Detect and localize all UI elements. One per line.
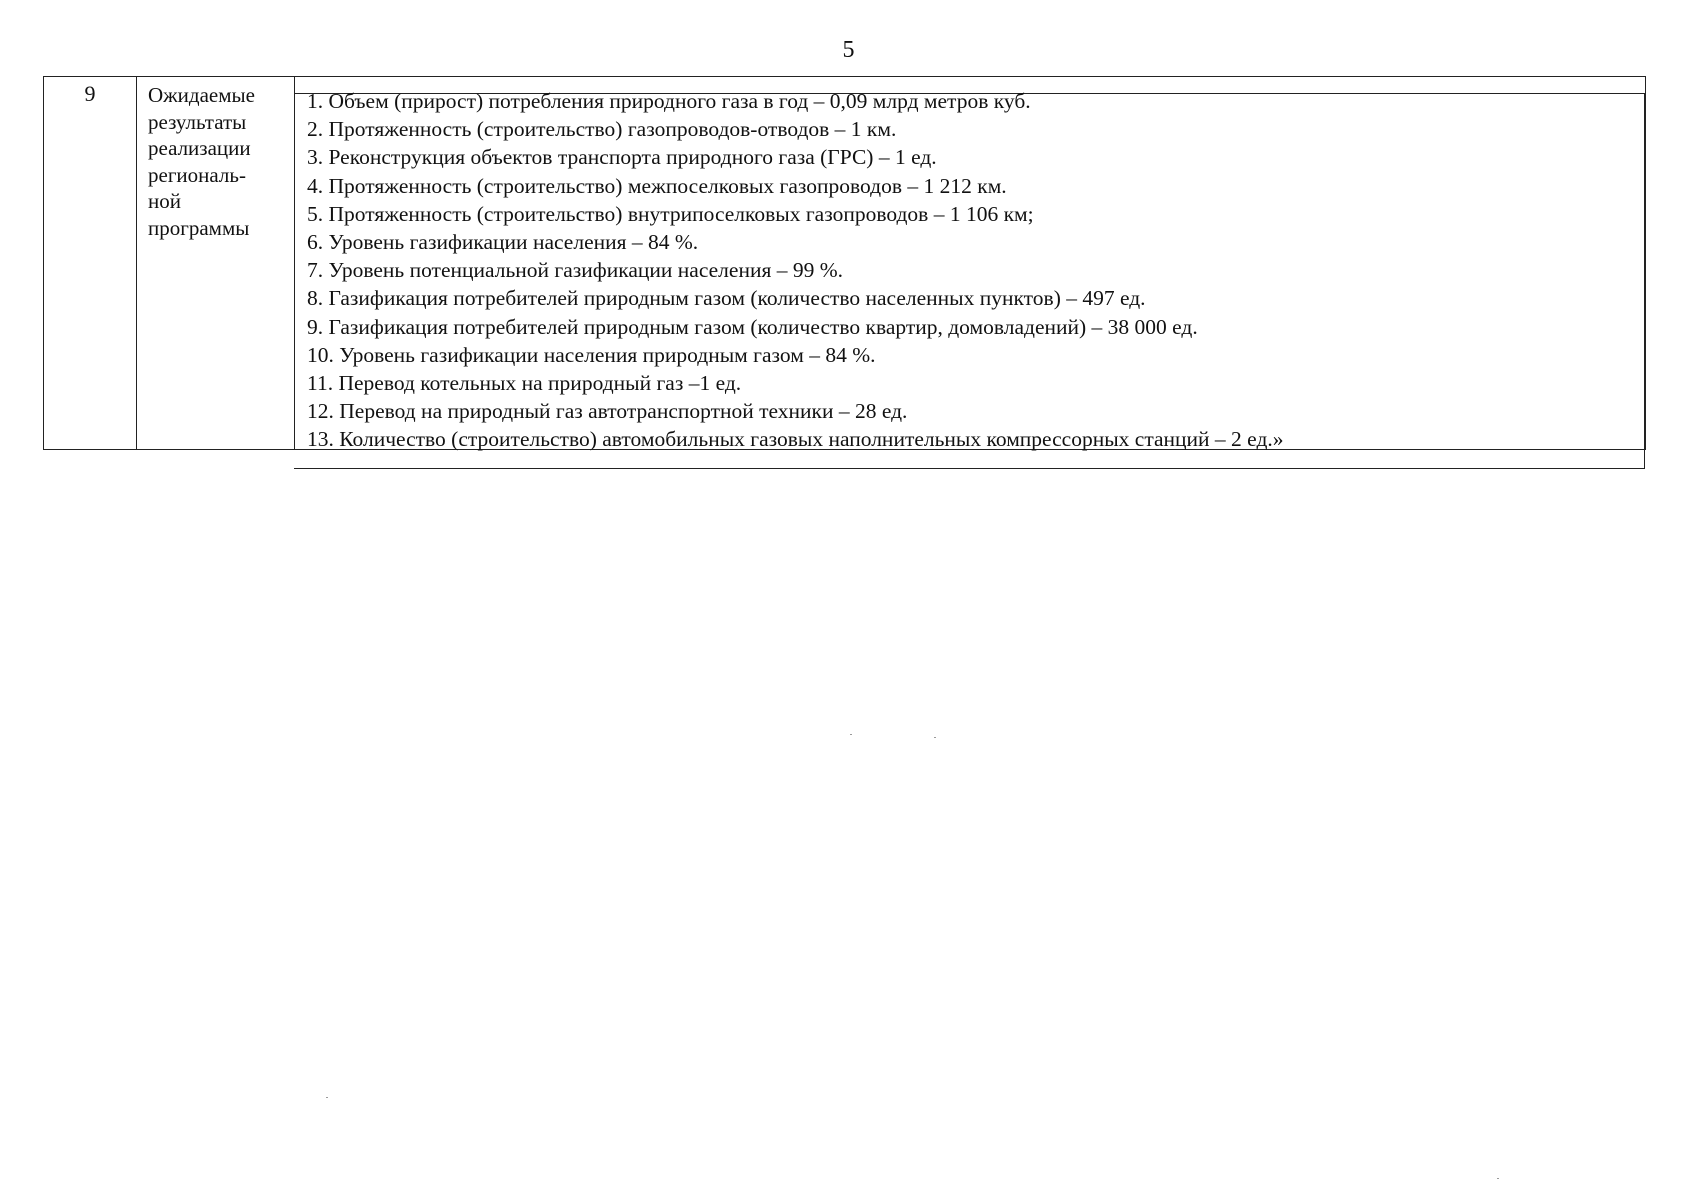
row-label-line: результаты (148, 109, 247, 134)
result-item: 1. Объем (прирост) потребления природного газа в год – 0,09 млрд метров куб. (307, 89, 1031, 113)
result-item: 13. Количество (строительство) автомобильных газовых наполнительных компрессорных станций – 2 ед.» (307, 427, 1284, 452)
row-label-line: Ожидаемые (148, 83, 255, 107)
result-item: 3. Реконструкция объектов транспорта природного газа (ГРС) – 1 ед. (307, 145, 937, 170)
result-item: 2. Протяженность (строительство) газопроводов-отводов – 1 км. (307, 117, 897, 142)
result-item: 6. Уровень газификации населения – 84 %. (307, 230, 699, 255)
row-number: 9 (84, 81, 96, 106)
row-label-line: программы (148, 215, 250, 240)
page-number: 5 (842, 37, 855, 63)
result-item: 8. Газификация потребителей природным газом (количество населенных пунктов) – 497 ед. (307, 286, 1146, 311)
results-list (307, 87, 1627, 454)
scan-speck (850, 734, 852, 735)
scan-speck (1497, 1178, 1499, 1179)
column-divider (136, 77, 137, 449)
result-item: 9. Газификация потребителей природным газом (количество квартир, домовладений) – 38 000 ед. (307, 314, 1198, 339)
result-item: 4. Протяженность (строительство) межпоселковых газопроводов – 1 212 км. (307, 173, 1007, 198)
row-label (148, 82, 298, 241)
result-item: 10. Уровень газификации населения природным газом – 84 %. (307, 342, 876, 367)
scan-speck (934, 737, 936, 738)
results-table (43, 76, 1646, 450)
row-label-line: реализации (148, 136, 251, 160)
result-item: 7. Уровень потенциальной газификации населения – 99 %. (307, 258, 843, 283)
result-item: 11. Перевод котельных на природный газ –1 ед. (307, 371, 742, 396)
result-item: 12. Перевод на природный газ автотранспортной техники – 28 ед. (307, 399, 908, 424)
row-label-line: региональ- (148, 162, 246, 187)
scan-speck (326, 1097, 328, 1098)
row-label-line: ной (148, 189, 181, 213)
result-item: 5. Протяженность (строительство) внутрипоселковых газопроводов – 1 106 км; (307, 201, 1034, 226)
